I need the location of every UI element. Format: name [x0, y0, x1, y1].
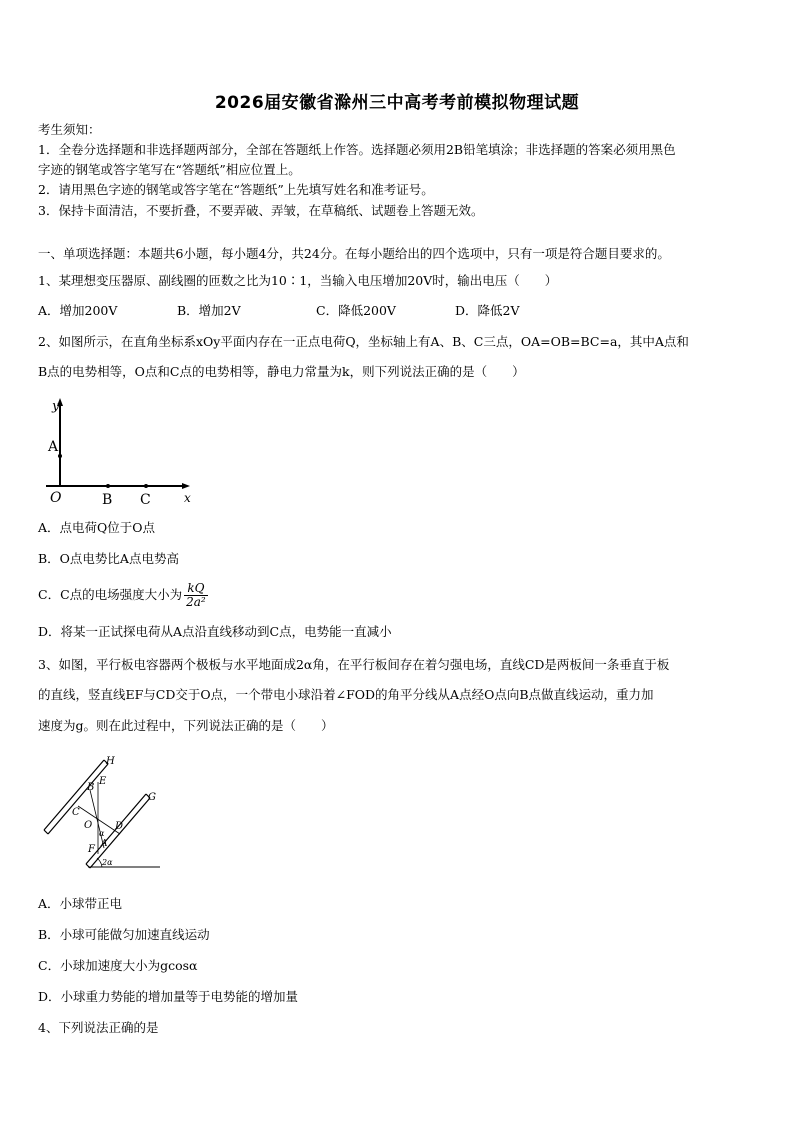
fig-label-f: F: [88, 844, 95, 855]
fig-label-c3: C: [72, 807, 80, 818]
fig-label-g: G: [148, 792, 156, 803]
q3-capacitor-figure: [38, 752, 168, 877]
q1-stem: 1、某理想变压器原、副线圈的匝数之比为10∶1，当输入电压增加20V时，输出电压（ ）: [38, 273, 558, 288]
q2-coordinate-figure: [38, 392, 198, 507]
fig-label-b: B: [102, 492, 113, 507]
q2-option-c-formula: [184, 582, 208, 609]
q3-option-a: A．小球带正电: [38, 896, 123, 911]
q4-stem: 4、下列说法正确的是: [38, 1020, 159, 1035]
notice-header: 考生须知：: [38, 122, 101, 137]
q3-option-d: D．小球重力势能的增加量等于电势能的增加量: [38, 989, 299, 1004]
fig-label-2alpha: 2α: [102, 858, 113, 867]
q1-option-b: B．增加2V: [177, 303, 241, 318]
fig-x-label: x: [184, 491, 191, 505]
q3-stem-line2: 的直线，竖直线EF与CD交于O点，一个带电小球沿着∠FOD的角平分线从A点经O点向B点做直线运动，重力加: [38, 687, 654, 702]
fig-label-e: E: [99, 776, 107, 787]
fig-label-o: O: [50, 490, 62, 506]
q1-option-a: A．增加200V: [38, 303, 118, 318]
q2-option-c: [38, 582, 760, 609]
fig-label-c: C: [140, 492, 151, 507]
section-heading: 一、单项选择题：本题共6小题，每小题4分，共24分。在每小题给出的四个选项中，只有一项是符合题目要求的。: [38, 246, 670, 261]
q3-option-c: C．小球加速度大小为gcosα: [38, 958, 198, 973]
fig-label-h: H: [106, 756, 115, 767]
notice-item-1: 1．全卷分选择题和非选择题两部分，全部在答题纸上作答。选择题必须用2B铅笔填涂；非选择题的答案必须用黑色: [38, 142, 676, 157]
q1-option-c: C．降低200V: [316, 303, 396, 318]
fig-label-alpha: α: [99, 829, 105, 838]
q2-option-c-text: C．C点的电场强度大小为: [38, 587, 183, 602]
notice-item-1-cont: 字迹的钢笔或答字笔写在“答题纸”相应位置上。: [38, 162, 301, 177]
q2-stem-line2: B点的电势相等，O点和C点的电势相等，静电力常量为k，则下列说法正确的是（ ）: [38, 364, 525, 379]
fig-label-o3: O: [84, 820, 93, 831]
q3-stem-line3: 速度为g。则在此过程中，下列说法正确的是（ ）: [38, 718, 334, 733]
q2-option-d: D．将某一正试探电荷从A点沿直线移动到C点，电势能一直减小: [38, 624, 392, 639]
fig-y-label: y: [52, 399, 60, 414]
fig-label-b3: B: [87, 782, 95, 793]
notice-item-3: 3．保持卡面清洁，不要折叠，不要弄破、弄皱，在草稿纸、试题卷上答题无效。: [38, 203, 484, 218]
q2-stem-line1: 2、如图所示，在直角坐标系xOy平面内存在一正点电荷Q，坐标轴上有A、B、C三点，OA=OB=BC=a，其中A点和: [38, 334, 689, 349]
fig-label-a: A: [48, 439, 59, 455]
q1-options: [38, 302, 520, 319]
formula-denominator: 2a²: [186, 595, 206, 609]
q3-option-b: B．小球可能做匀加速直线运动: [38, 927, 210, 942]
fig-label-d: D: [115, 821, 124, 832]
q3-stem-line1: 3、如图，平行板电容器两个极板与水平地面成2α角，在平行板间存在着匀强电场，直线CD是两板间一条垂直于板: [38, 657, 670, 672]
fig-label-a3: A: [101, 839, 108, 849]
formula-numerator: kQ: [184, 582, 208, 596]
q1-option-d: D．降低2V: [455, 303, 520, 318]
notice-item-2: 2．请用黑色字迹的钢笔或答字笔在“答题纸”上先填写姓名和准考证号。: [38, 182, 434, 197]
q2-option-b: B．O点电势比A点电势高: [38, 551, 179, 566]
page-title: 2026届安徽省滁州三中高考考前模拟物理试题: [214, 93, 580, 113]
q2-option-a: A．点电荷Q位于O点: [38, 520, 156, 535]
